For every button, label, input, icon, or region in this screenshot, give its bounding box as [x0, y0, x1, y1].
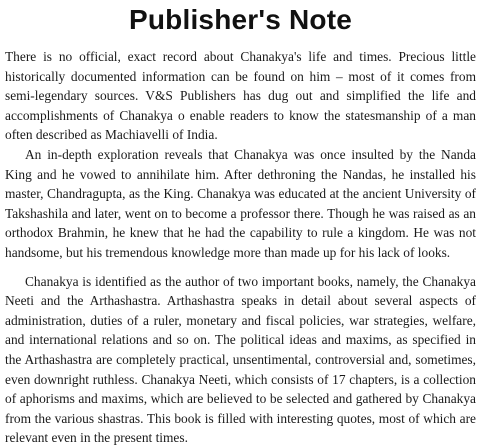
paragraph: Chanakya is identified as the author of two important books, namely, the Chanakya Neeti and the Arthashastra. Arthashastra speaks in detail about several aspects of administration, duties of a ruler, monetary and fiscal policies, war strategies, welfare, and international relations and so on. The political ideas and maxims, as specified in the Arthashastra are completely practical, unsentimental, controversial and, sometimes, even downright ruthless. Chanakya Neeti, which consists of 17 chapters, is a collection of aphorisms and maxims, which are believed to be selected and gathered by Chanakya from the various shastras. This book is filled with interesting quotes, most of which are relevant even in the present times. — [5, 273, 476, 446]
paragraph: There is no official, exact record about Chanakya's life and times. Precious little historically documented information can be found on him – most of it comes from semi-legendary sources. V&S Publishers has dug out and simplified the life and accomplishments of Chanakya o enable readers to know the statesmanship of a man often described as Machiavelli of India. — [5, 49, 476, 143]
paragraph: An in-depth exploration reveals that Chanakya was once insulted by the Nanda King and he vowed to annihilate him. After dethroning the Nandas, he installed his master, Chandragupta, as the King. Chanakya was educated at the ancient University of Takshashila and later, went on to become a professor there. Though he was raised as an orthodox Brahmin, he knew that he had the capability to rule a kingdom. He was not handsome, but his tremendous knowledge more than made up for his lack of looks. — [5, 146, 476, 260]
page-title: Publisher's Note — [128, 4, 353, 35]
document-body — [5, 47, 476, 448]
